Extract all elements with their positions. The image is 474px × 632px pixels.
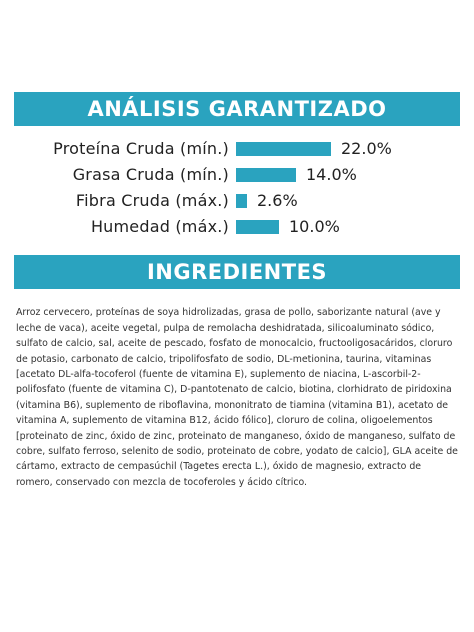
ingredients-banner xyxy=(14,255,460,289)
analysis-row-label: Proteína Cruda (mín.) xyxy=(53,139,229,158)
analysis-title: ANÁLISIS GARANTIZADO xyxy=(87,97,387,121)
analysis-banner xyxy=(14,92,460,126)
analysis-row-label: Fibra Cruda (máx.) xyxy=(75,191,229,210)
analysis-row-bar xyxy=(236,220,279,234)
ingredients-title: INGREDIENTES xyxy=(146,260,328,284)
analysis-row-bar xyxy=(236,142,331,156)
analysis-row-label: Grasa Cruda (mín.) xyxy=(72,165,229,184)
analysis-row-protein xyxy=(0,137,474,161)
analysis-row-value: 2.6% xyxy=(257,191,298,210)
ingredients-text: Arroz cervecero, proteínas de soya hidrolizadas, grasa de pollo, saborizante natural (ave y leche de vaca), aceite vegetal, pulpa de remolacha deshidratada, silicoaluminato sódico, sulfato de calcio, sal, aceite de pescado, fosfato de monocalcio, fructooligosacáridos, cloruro de potasio, carbonato de calcio, tripolifosfato de sodio, DL-metionina, taurina, vitaminas [acetato DL-alfa-tocoferol (fuente de vitamina E), suplemento de niacina, L-ascorbil-2-polifosfato (fuente de vitamina C), D-pantotenato de calcio, biotina, clorhidrato de piridoxina (vitamina B6), suplemento de riboflavina, mononitrato de tiamina (vitamina B1), acetato de vitamina A, suplemento de vitamina B12, ácido fólico], cloruro de colina, oligoelementos [proteinato de zinc, óxido de zinc, proteinato de manganeso, óxido de manganeso, sulfato de cobre, sulfato ferroso, selenito de sodio, proteinato de cobre, yodato de calcio], GLA aceite de cártamo, extracto de cempasúchil (Tagetes erecta L.), óxido de magnesio, extracto de romero, conservado con mezcla de tocoferoles y ácido cítrico. xyxy=(16,307,458,488)
analysis-row-bar xyxy=(236,194,247,208)
analysis-row-moisture xyxy=(0,215,474,239)
analysis-row-fiber xyxy=(0,189,474,213)
analysis-row-value: 14.0% xyxy=(306,165,357,184)
analysis-row-value: 10.0% xyxy=(289,217,340,236)
analysis-row-bar xyxy=(236,168,296,182)
analysis-row-value: 22.0% xyxy=(341,139,392,158)
analysis-row-fat xyxy=(0,163,474,187)
analysis-row-label: Humedad (máx.) xyxy=(90,217,229,236)
